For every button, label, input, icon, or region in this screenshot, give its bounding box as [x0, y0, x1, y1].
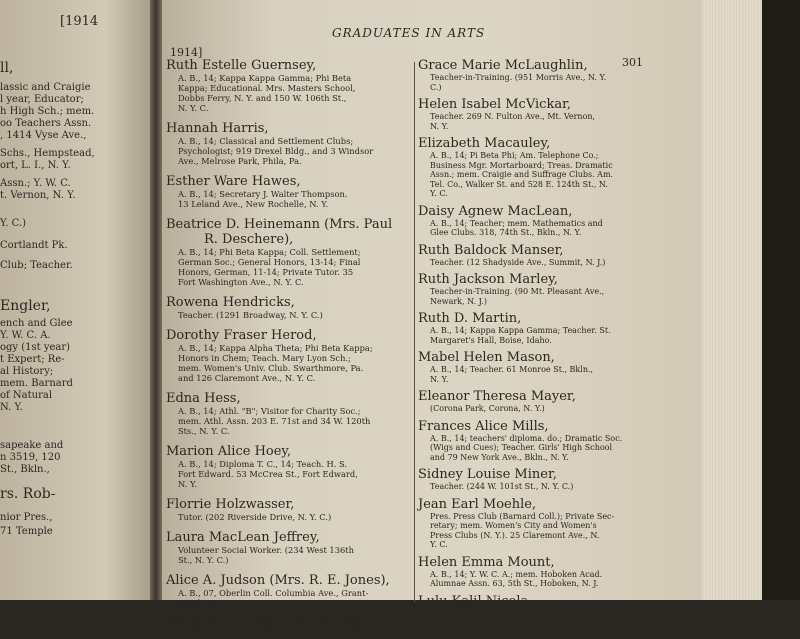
- graduate-name: Beatrice D. Heinemann (Mrs. Paul: [166, 217, 393, 232]
- graduate-name: Lulu Kalil Nicola,: [418, 593, 533, 609]
- graduate-details: A. B., 14; Phi Beta Kappa; Coll. Settlement;: [178, 247, 361, 257]
- right-column: [418, 58, 698, 614]
- graduate-details: Sts., N. Y. C.: [178, 426, 230, 436]
- graduate-entry: [166, 444, 412, 489]
- left-page-fragment: of Natural: [0, 390, 53, 401]
- graduate-entry: [418, 594, 698, 609]
- graduate-entry: [418, 389, 698, 414]
- graduate-details: and 79 New York Ave., Bkln., N. Y.: [430, 452, 569, 462]
- graduate-details: A. B., 14; Teacher; mem. Mathematics and: [430, 218, 603, 228]
- graduate-entry: [418, 243, 698, 268]
- graduate-details: Business Mgr. Mortarboard; Treas. Dramatic: [430, 160, 613, 170]
- graduate-details: A. B., 14; Teacher. 61 Monroe St., Bkln.,: [430, 365, 594, 374]
- left-page-fragment: Y. W. C. A.: [0, 330, 51, 341]
- graduate-entry: [166, 616, 412, 631]
- page-number: 301: [622, 56, 643, 69]
- graduate-details: and 126 Claremont Ave., N. Y. C.: [178, 373, 316, 383]
- graduate-details: N. Y.: [430, 121, 449, 131]
- left-page-fragment: l year, Educator;: [0, 94, 84, 105]
- graduate-name: Elizabeth Macauley,: [418, 136, 551, 151]
- graduate-name: Helen Emma Mount,: [418, 554, 555, 570]
- graduate-details: Assn.; mem. Craigie and Suffrage Clubs. Am.: [430, 170, 614, 179]
- graduate-details: St., N. Y. C.): [178, 555, 229, 565]
- graduate-name: Daisy Agnew MacLean,: [418, 203, 573, 219]
- graduate-details: A. B., 14; Y. W. C. A.; mem. Hoboken Acad.: [430, 569, 603, 579]
- graduate-details: German Soc.; General Honors, 13-14; Final: [178, 257, 361, 267]
- graduate-details: A. B., 14; Classical and Settlement Clubs;: [178, 136, 354, 146]
- left-page-fragment: t. Vernon, N. Y.: [0, 190, 76, 201]
- graduate-name: Eleanor Theresa Mayer,: [418, 389, 576, 404]
- left-page-fragment: rs. Rob-: [0, 486, 56, 502]
- graduate-details: Teacher. 269 N. Fulton Ave., Mt. Vernon,: [430, 112, 596, 121]
- graduate-name: Sidney Louise Miner,: [418, 467, 557, 482]
- graduate-details: Glee Clubs. 318, 74th St., Bkln., N. Y.: [430, 228, 582, 237]
- graduate-details: A. B., 14; Diploma T. C., 14; Teach. H. S.: [178, 459, 348, 469]
- graduate-name: Edna Hess,: [166, 391, 241, 406]
- right-page: [162, 0, 702, 631]
- graduate-details: A. B., 14; Pi Beta Phi; Am. Telephone Co.;: [430, 151, 599, 160]
- left-page-fragment: nior Pres.,: [0, 512, 53, 523]
- graduate-entry: [418, 350, 698, 384]
- graduate-details: Ave., Melrose Park, Phila, Pa.: [178, 156, 302, 166]
- graduate-entry: [418, 467, 698, 492]
- graduate-details: wood, N. J.: [178, 598, 224, 608]
- left-page: [0, 0, 150, 600]
- left-page-fragment: ort, L. I., N. Y.: [0, 160, 71, 171]
- graduate-details: Margaret's Hall, Boise, Idaho.: [430, 335, 552, 345]
- running-title: GRADUATES IN ARTS: [332, 26, 486, 40]
- graduate-details: Tel. Co., Walker St. and 528 E. 124th St., N.: [430, 179, 608, 189]
- left-page-fragment: , 1414 Vyse Ave.,: [0, 130, 87, 141]
- graduate-entry: [166, 295, 412, 320]
- graduate-name: R. Deschere),: [204, 232, 294, 247]
- graduate-entry: [166, 121, 412, 166]
- left-page-fragment: St., Bkln.,: [0, 464, 50, 475]
- left-page-fragment: Cortlandt Pk.: [0, 240, 68, 251]
- graduate-entry: [418, 136, 698, 199]
- graduate-details: Y. C.: [430, 540, 448, 549]
- graduate-entry: [166, 58, 412, 113]
- graduate-name: Dorothy Fraser Herod,: [166, 328, 317, 343]
- left-page-fragment: lassic and Craigie: [0, 82, 91, 93]
- graduate-details: Dobbs Ferry, N. Y. and 150 W. 106th St.,: [178, 93, 347, 103]
- graduate-entry: [166, 530, 412, 565]
- graduate-details: Teacher. (244 W. 101st St., N. Y. C.): [430, 482, 574, 491]
- graduate-details: Alumnae Assn. 63, 5th St., Hoboken, N. J.: [430, 579, 599, 588]
- left-page-fragment: t Expert; Re-: [0, 354, 65, 365]
- column-divider: [414, 62, 415, 602]
- graduate-name: Esther Ware Hawes,: [166, 174, 301, 189]
- graduate-details: Fort Edward. 53 McCrea St., Fort Edward,: [178, 469, 358, 479]
- graduate-name: Florrie Holzwasser,: [166, 497, 295, 512]
- left-page-fragment: ench and Glee: [0, 318, 73, 329]
- graduate-details: N. Y. C.: [178, 103, 209, 113]
- graduate-name: Ruth Estelle Guernsey,: [166, 58, 317, 73]
- graduate-details: Teacher-in-Training. (951 Morris Ave., N. Y.: [430, 73, 607, 82]
- graduate-name: Frances Alice Mills,: [418, 418, 549, 434]
- graduate-details: Volunteer Social Worker. (234 West 136th: [178, 545, 354, 555]
- left-page-fragment: ogy (1st year): [0, 342, 71, 353]
- graduate-details: A. B., 07, Oberlin Coll. Columbia Ave., Grant-: [178, 588, 369, 598]
- graduate-name: Hannah Harris,: [166, 121, 269, 136]
- left-page-fragment: n 3519, 120: [0, 452, 61, 463]
- graduate-entry: [418, 555, 698, 589]
- graduate-details: A. B., 14; Kappa Kappa Gamma; Teacher. St.: [430, 326, 611, 335]
- left-page-fragment: oo Teachers Assn.: [0, 118, 92, 129]
- graduate-details: Psychologist; 919 Drexel Bldg., and 3 Windsor: [178, 146, 374, 156]
- graduate-details: N. Y.: [430, 374, 449, 384]
- graduate-entry: [418, 497, 698, 550]
- graduate-details: Teacher-in-Training. (90 Mt. Pleasant Ave.,: [430, 287, 605, 296]
- graduate-entry: [166, 391, 412, 436]
- header-year: 1914]: [170, 46, 203, 59]
- graduate-name: Ruth Jackson Marley,: [418, 272, 558, 287]
- left-page-fragment: Schs., Hempstead,: [0, 148, 95, 159]
- graduate-name: Wilhelmina Theodora (Wilma): [166, 616, 363, 631]
- left-page-fragment: mem. Barnard: [0, 378, 73, 389]
- graduate-details: A. B., 14; Kappa Alpha Theta; Phi Beta Kappa;: [178, 343, 373, 353]
- left-page-fragment: N. Y.: [0, 402, 23, 413]
- left-page-fragment: Engler,: [0, 298, 51, 314]
- graduate-entry: [166, 328, 412, 383]
- graduate-name: Ruth Baldock Manser,: [418, 242, 564, 258]
- graduate-entry: [166, 573, 412, 608]
- graduate-details: Newark, N. J.): [430, 296, 487, 306]
- left-column: [166, 58, 412, 639]
- background-shadow: [762, 0, 800, 600]
- graduate-details: Press Clubs (N. Y.). 25 Claremont Ave., N.: [430, 530, 600, 540]
- graduate-entry: [418, 311, 698, 345]
- graduate-name: Jean Earl Moehle,: [418, 496, 537, 512]
- left-page-fragment: Assn.; Y. W. C.: [0, 178, 71, 189]
- graduate-details: A. B., 14; Secretary J. Walter Thompson.: [178, 189, 348, 199]
- graduate-name: Alice A. Judson (Mrs. R. E. Jones),: [166, 573, 390, 588]
- graduate-entry: [418, 204, 698, 238]
- graduate-name: Marion Alice Hoey,: [166, 444, 292, 459]
- graduate-details: Y. C.: [430, 189, 448, 198]
- left-page-fragment: 71 Temple: [0, 526, 53, 537]
- graduate-name: Grace Marie McLaughlin,: [418, 58, 588, 73]
- book-gutter: [150, 0, 162, 600]
- graduate-entry: [166, 217, 412, 287]
- left-page-fragment: Y. C.): [0, 218, 27, 229]
- graduate-details: Fort Washington Ave., N. Y. C.: [178, 277, 304, 287]
- left-page-fragment: h High Sch.; mem.: [0, 106, 95, 117]
- graduate-details: A. B., 14; Athl. "B"; Visitor for Charity Soc.;: [178, 406, 361, 416]
- graduate-details: Pres. Press Club (Barnard Coll.); Private Sec-: [430, 511, 615, 521]
- graduate-details: Teacher. (12 Shadyside Ave., Summit, N. J.): [430, 257, 606, 267]
- graduate-details: mem. Women's Univ. Club. Swarthmore, Pa.: [178, 363, 364, 373]
- graduate-entry: [418, 97, 698, 131]
- graduate-name: Mabel Helen Mason,: [418, 350, 555, 365]
- graduate-details: Teacher. (1291 Broadway, N. Y. C.): [178, 310, 323, 320]
- graduate-name: Rowena Hendricks,: [166, 295, 295, 310]
- graduate-details: C.): [430, 82, 442, 92]
- graduate-details: mem. Athl. Assn. 203 E. 71st and 34 W. 120th: [178, 416, 371, 426]
- left-page-number: [1914: [60, 14, 99, 29]
- graduate-details: 13 Leland Ave., New Rochelle, N. Y.: [178, 199, 329, 209]
- graduate-details: N. Y.: [178, 479, 198, 489]
- graduate-details: (Corona Park, Corona, N. Y.): [430, 404, 545, 413]
- left-page-fragment: sapeake and: [0, 440, 64, 451]
- graduate-name: Laura MacLean Jeffrey,: [166, 530, 320, 545]
- graduate-details: Honors, German, 11-14; Private Tutor. 35: [178, 267, 354, 277]
- left-page-fragment: ll,: [0, 60, 14, 76]
- left-page-fragment: Club; Teacher.: [0, 260, 73, 271]
- graduate-details: A. B., 14; teachers' diploma. do.; Dramatic Soc.: [430, 433, 623, 443]
- graduate-details: Tutor. (202 Riverside Drive, N. Y. C.): [178, 512, 332, 522]
- left-page-fragment: al History;: [0, 366, 54, 377]
- graduate-details: (Wigs and Cues); Teacher. Girls' High School: [430, 443, 613, 452]
- graduate-entry: [418, 58, 698, 92]
- graduate-details: retary; mem. Women's City and Women's: [430, 521, 597, 530]
- graduate-name: Ruth D. Martin,: [418, 311, 522, 326]
- graduate-entry: [166, 174, 412, 209]
- graduate-name: Helen Isabel McVickar,: [418, 97, 571, 112]
- graduate-entry: [418, 419, 698, 463]
- graduate-details: Honors in Chem; Teach. Mary Lyon Sch.;: [178, 353, 351, 363]
- graduate-details: A. B., 14; Kappa Kappa Gamma; Phi Beta: [178, 73, 352, 83]
- graduate-details: Kappa; Educational. Mrs. Masters School,: [178, 83, 356, 93]
- graduate-entry: [418, 272, 698, 306]
- graduate-entry: [166, 497, 412, 522]
- page-edges: [702, 0, 800, 600]
